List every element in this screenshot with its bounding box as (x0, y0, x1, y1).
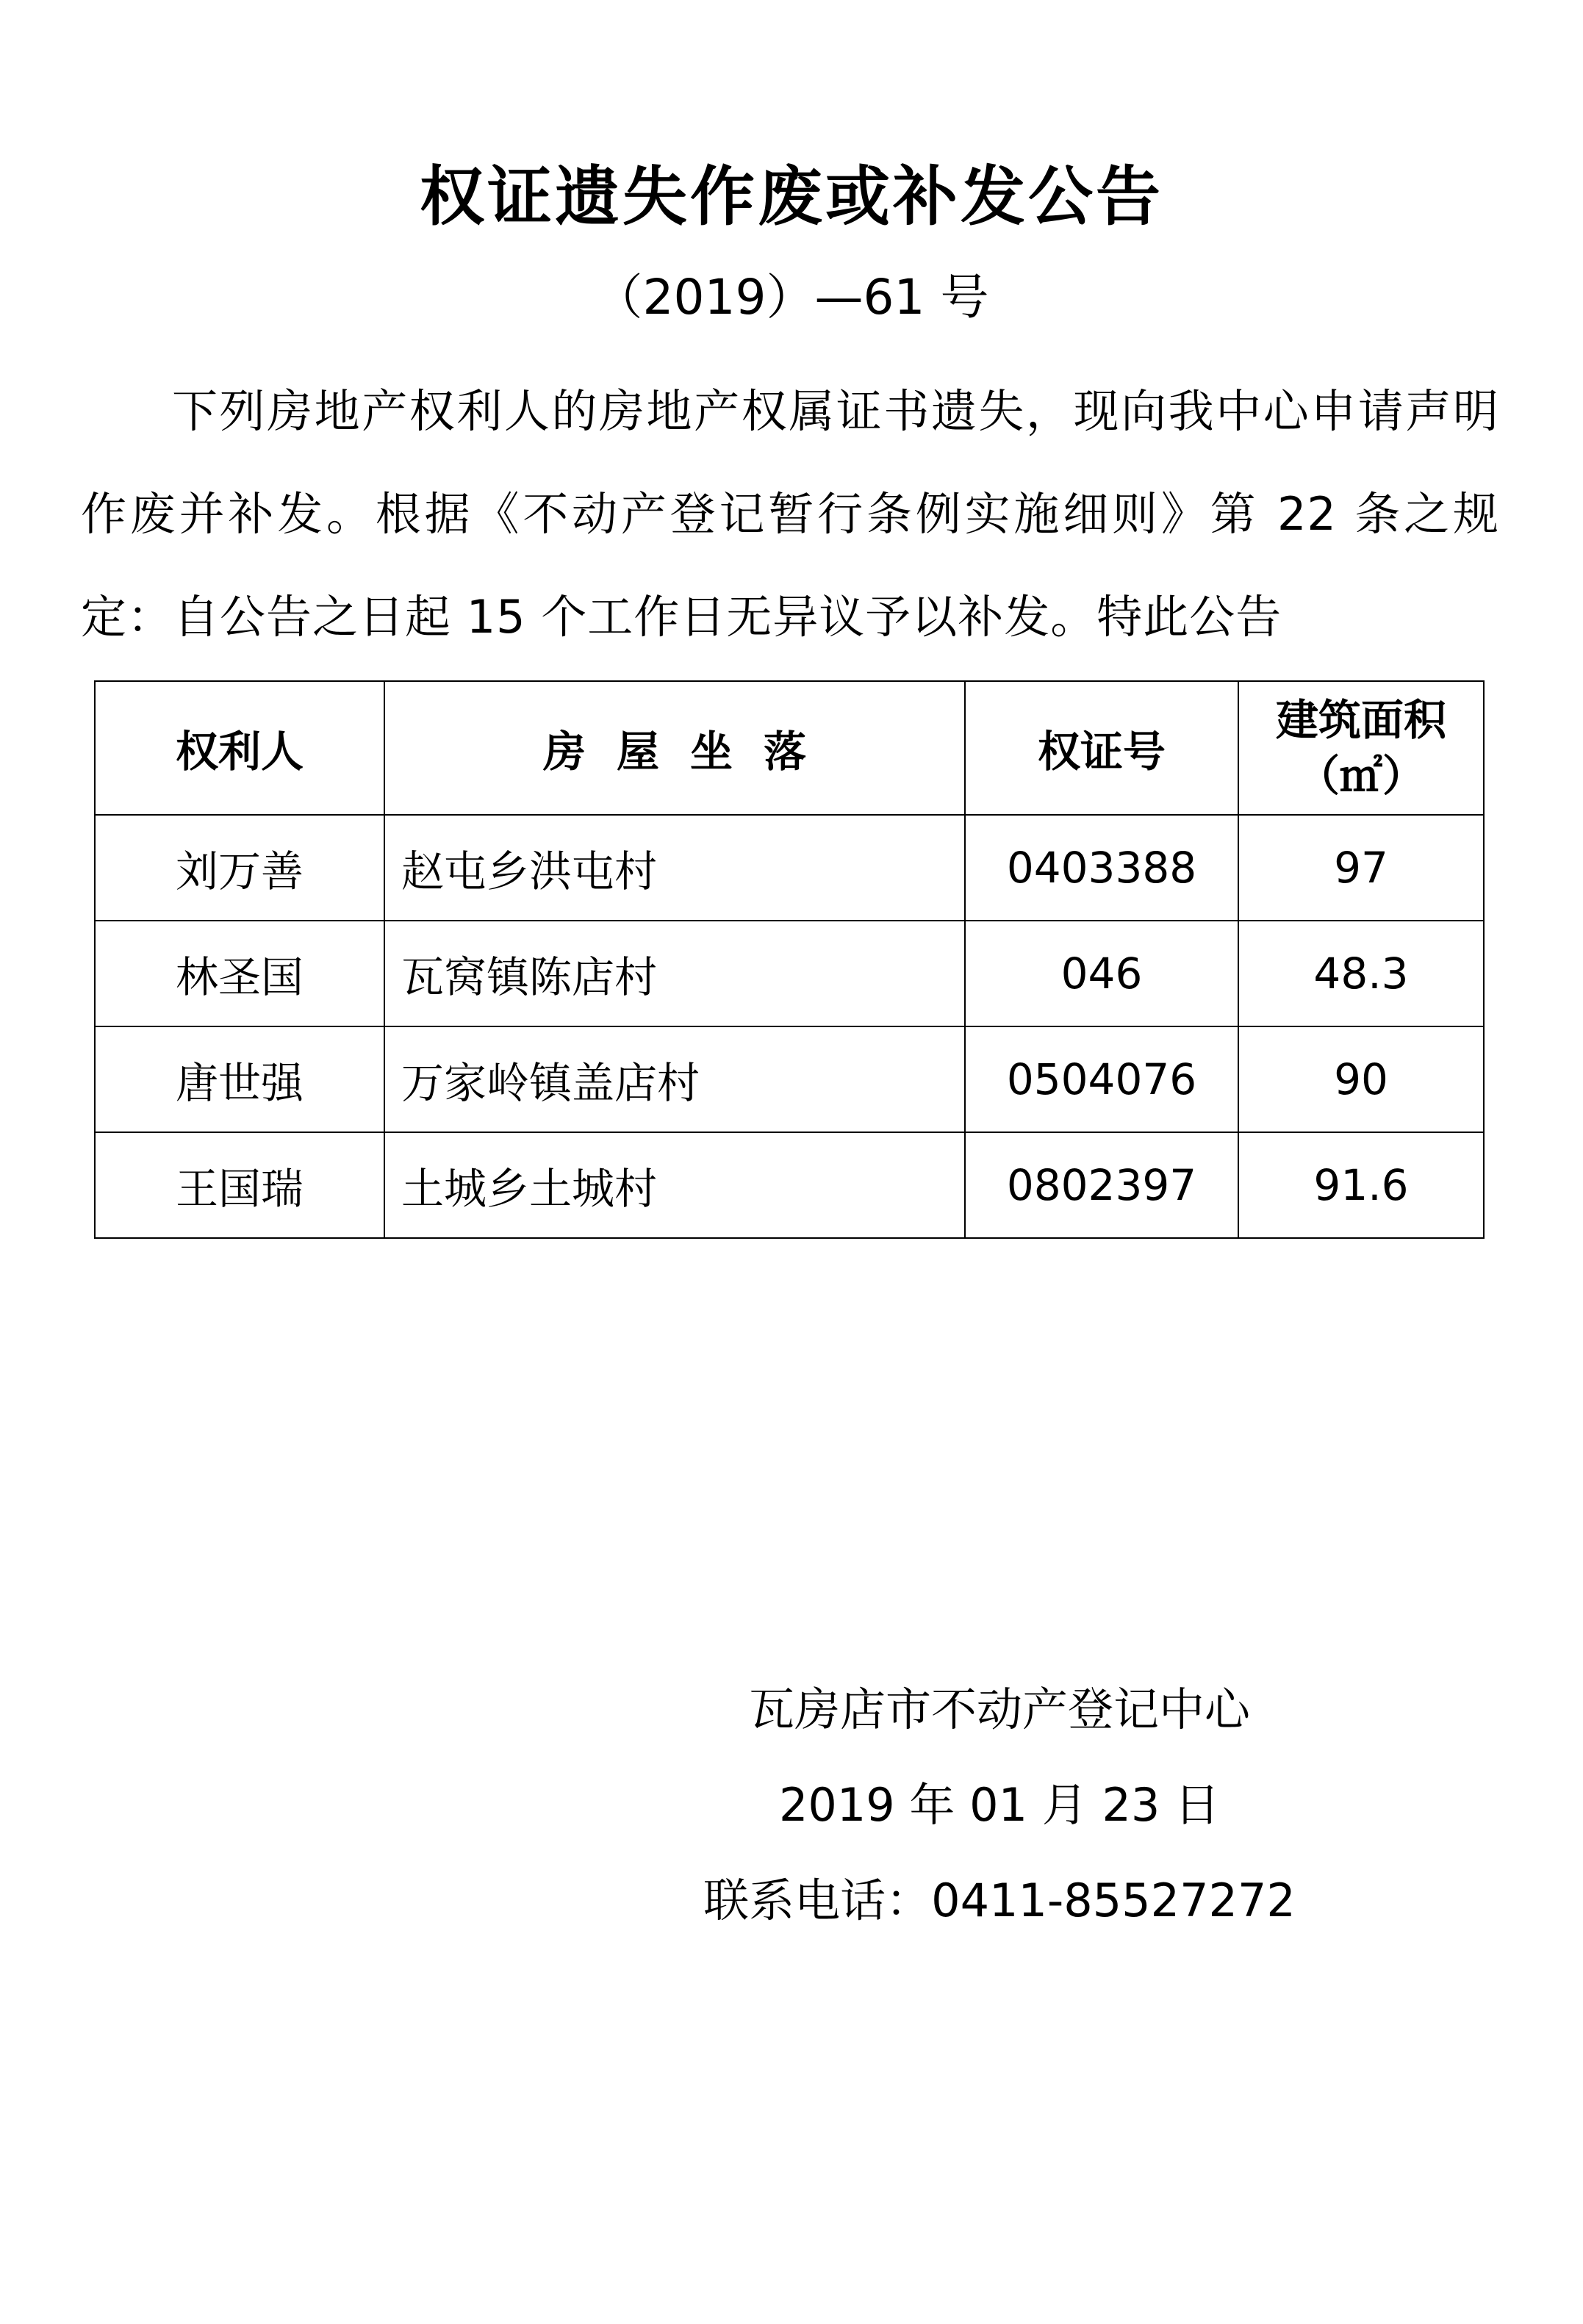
area-cell: 91.6 (1238, 1132, 1484, 1238)
cert-no-cell: 0403388 (965, 815, 1238, 921)
table-row (95, 1026, 1484, 1132)
location-cell: 瓦窝镇陈店村 (384, 921, 965, 1026)
header-area-unit: （㎡） (1296, 751, 1425, 801)
owner-cell: 唐世强 (95, 1026, 384, 1132)
notice-footer (632, 1662, 1367, 1949)
notice-title: 权证遗失作废或补发公告 (419, 159, 1163, 234)
area-cell: 48.3 (1238, 921, 1484, 1026)
area-cell: 90 (1238, 1026, 1484, 1132)
cert-no-cell: 0504076 (965, 1026, 1238, 1132)
header-owner: 权利人 (95, 681, 384, 815)
table-row (95, 1132, 1484, 1238)
area-cell: 97 (1238, 815, 1484, 921)
cert-no-cell: 0802397 (965, 1132, 1238, 1238)
issuer-name: 瓦房店市不动产登记中心 (748, 1683, 1250, 1736)
location-cell: 赵屯乡洪屯村 (384, 815, 965, 921)
header-cert-no: 权证号 (965, 681, 1238, 815)
table-header-row (95, 681, 1484, 815)
header-area (1238, 681, 1484, 815)
contact-phone: 联系电话：0411-85527272 (703, 1874, 1296, 1927)
location-cell: 万家岭镇盖店村 (384, 1026, 965, 1132)
owner-cell: 王国瑞 (95, 1132, 384, 1238)
table-row (95, 921, 1484, 1026)
document-number: （2019）—61 号 (594, 269, 989, 325)
location-cell: 土城乡土城村 (384, 1132, 965, 1238)
notice-body: 下列房地产权利人的房地产权属证书遗失，现向我中心申请声明作废并补发。根据《不动产登记暂行条例实施细则》第 22 条之规定：自公告之日起 15 个工作日无异议予以补发。特此公告 (81, 384, 1499, 644)
owner-cell: 林圣国 (95, 921, 384, 1026)
table-row (95, 815, 1484, 921)
owner-cell: 刘万善 (95, 815, 384, 921)
cert-no-cell: 046 (965, 921, 1238, 1026)
certificate-table (94, 680, 1485, 1239)
header-location: 房屋坐落 (384, 681, 965, 815)
header-area-label: 建筑面积 (1275, 695, 1446, 745)
issue-date: 2019 年 01 月 23 日 (778, 1778, 1221, 1832)
